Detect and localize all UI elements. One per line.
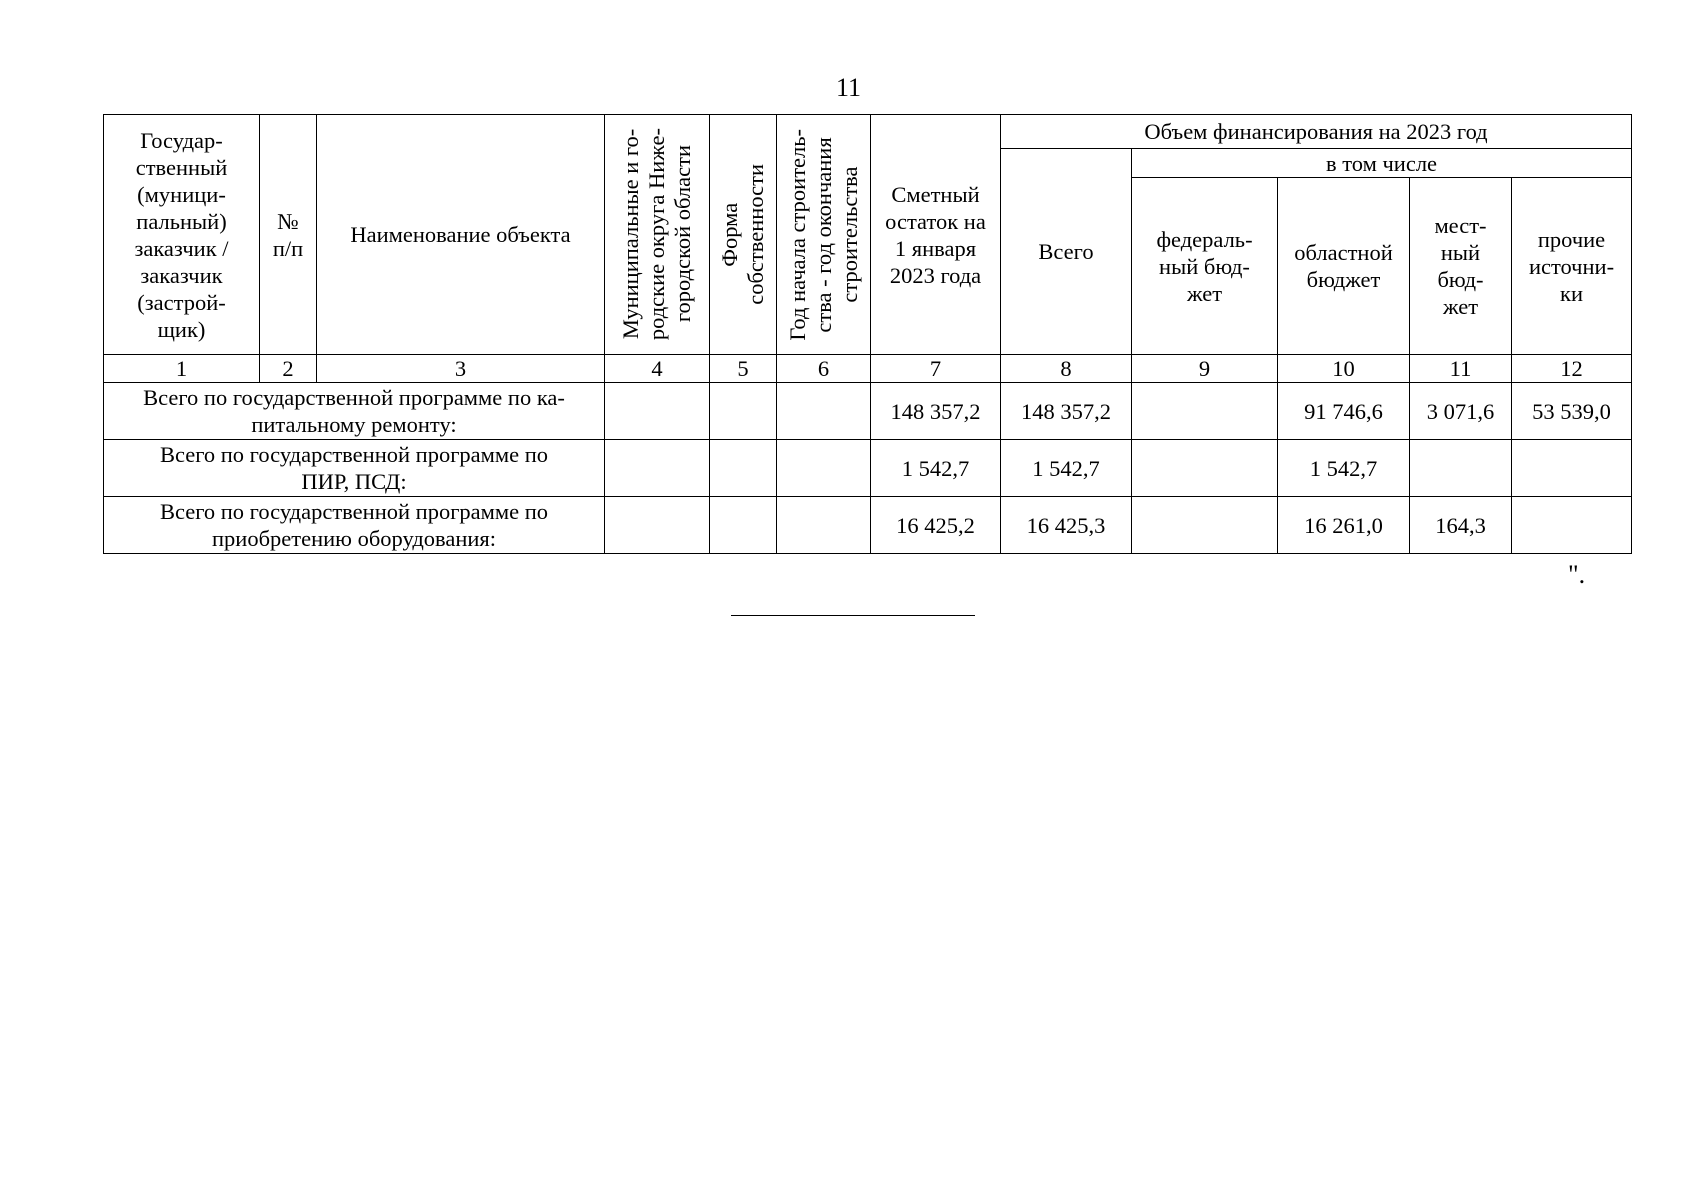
row-name: Всего по государственной программе по ПИР, ПСД:	[104, 440, 605, 497]
cell-ownership	[710, 440, 777, 497]
header-ownership: Форма собственности	[710, 115, 777, 355]
cell-total: 1 542,7	[1001, 440, 1132, 497]
cell-total: 148 357,2	[1001, 383, 1132, 440]
cell-federal	[1132, 497, 1278, 554]
column-number: 8	[1001, 355, 1132, 383]
cell-regional: 1 542,7	[1278, 440, 1410, 497]
column-number: 5	[710, 355, 777, 383]
header-including: в том числе	[1132, 149, 1632, 178]
cell-federal	[1132, 440, 1278, 497]
cell-local	[1410, 440, 1512, 497]
header-federal: федераль- ный бюд- жет	[1132, 178, 1278, 355]
cell-ownership	[710, 383, 777, 440]
cell-regional: 91 746,6	[1278, 383, 1410, 440]
cell-regional: 16 261,0	[1278, 497, 1410, 554]
cell-local: 164,3	[1410, 497, 1512, 554]
table-row	[104, 440, 1632, 497]
cell-years	[777, 383, 871, 440]
closing-quote: ".	[1568, 560, 1586, 589]
column-number: 11	[1410, 355, 1512, 383]
cell-other	[1512, 497, 1632, 554]
column-number: 3	[317, 355, 605, 383]
column-number: 2	[260, 355, 317, 383]
column-number-row	[104, 355, 1632, 383]
column-number: 12	[1512, 355, 1632, 383]
end-separator-line	[731, 615, 975, 616]
column-number: 9	[1132, 355, 1278, 383]
header-estimate: Сметный остаток на 1 января 2023 года	[871, 115, 1001, 355]
header-financing: Объем финансирования на 2023 год	[1001, 115, 1632, 149]
cell-estimate: 1 542,7	[871, 440, 1001, 497]
table-row	[104, 497, 1632, 554]
cell-municipality	[605, 383, 710, 440]
row-name: Всего по государственной программе по приобретению оборудования:	[104, 497, 605, 554]
cell-other	[1512, 440, 1632, 497]
cell-years	[777, 497, 871, 554]
cell-estimate: 16 425,2	[871, 497, 1001, 554]
header-local: мест- ный бюд- жет	[1410, 178, 1512, 355]
page-number: 11	[835, 73, 862, 102]
column-number: 4	[605, 355, 710, 383]
cell-other: 53 539,0	[1512, 383, 1632, 440]
cell-total: 16 425,3	[1001, 497, 1132, 554]
header-customer: Государ- ственный (муници- пальный) заказчик / заказчик (застрой- щик)	[104, 115, 260, 355]
cell-federal	[1132, 383, 1278, 440]
header-number: № п/п	[260, 115, 317, 355]
cell-ownership	[710, 497, 777, 554]
header-years: Год начала строитель- ства - год окончания строительства	[777, 115, 871, 355]
cell-municipality	[605, 440, 710, 497]
table-row	[104, 383, 1632, 440]
header-municipalities: Муниципальные и го- родские округа Ниже- городской области	[605, 115, 710, 355]
column-number: 10	[1278, 355, 1410, 383]
cell-years	[777, 440, 871, 497]
row-name: Всего по государственной программе по ка- питальному ремонту:	[104, 383, 605, 440]
cell-local: 3 071,6	[1410, 383, 1512, 440]
header-regional: областной бюджет	[1278, 178, 1410, 355]
header-other: прочие источни- ки	[1512, 178, 1632, 355]
cell-estimate: 148 357,2	[871, 383, 1001, 440]
financing-table	[103, 114, 1632, 554]
cell-municipality	[605, 497, 710, 554]
column-number: 7	[871, 355, 1001, 383]
column-number: 1	[104, 355, 260, 383]
header-total: Всего	[1001, 149, 1132, 355]
header-object-name: Наименование объекта	[317, 115, 605, 355]
column-number: 6	[777, 355, 871, 383]
